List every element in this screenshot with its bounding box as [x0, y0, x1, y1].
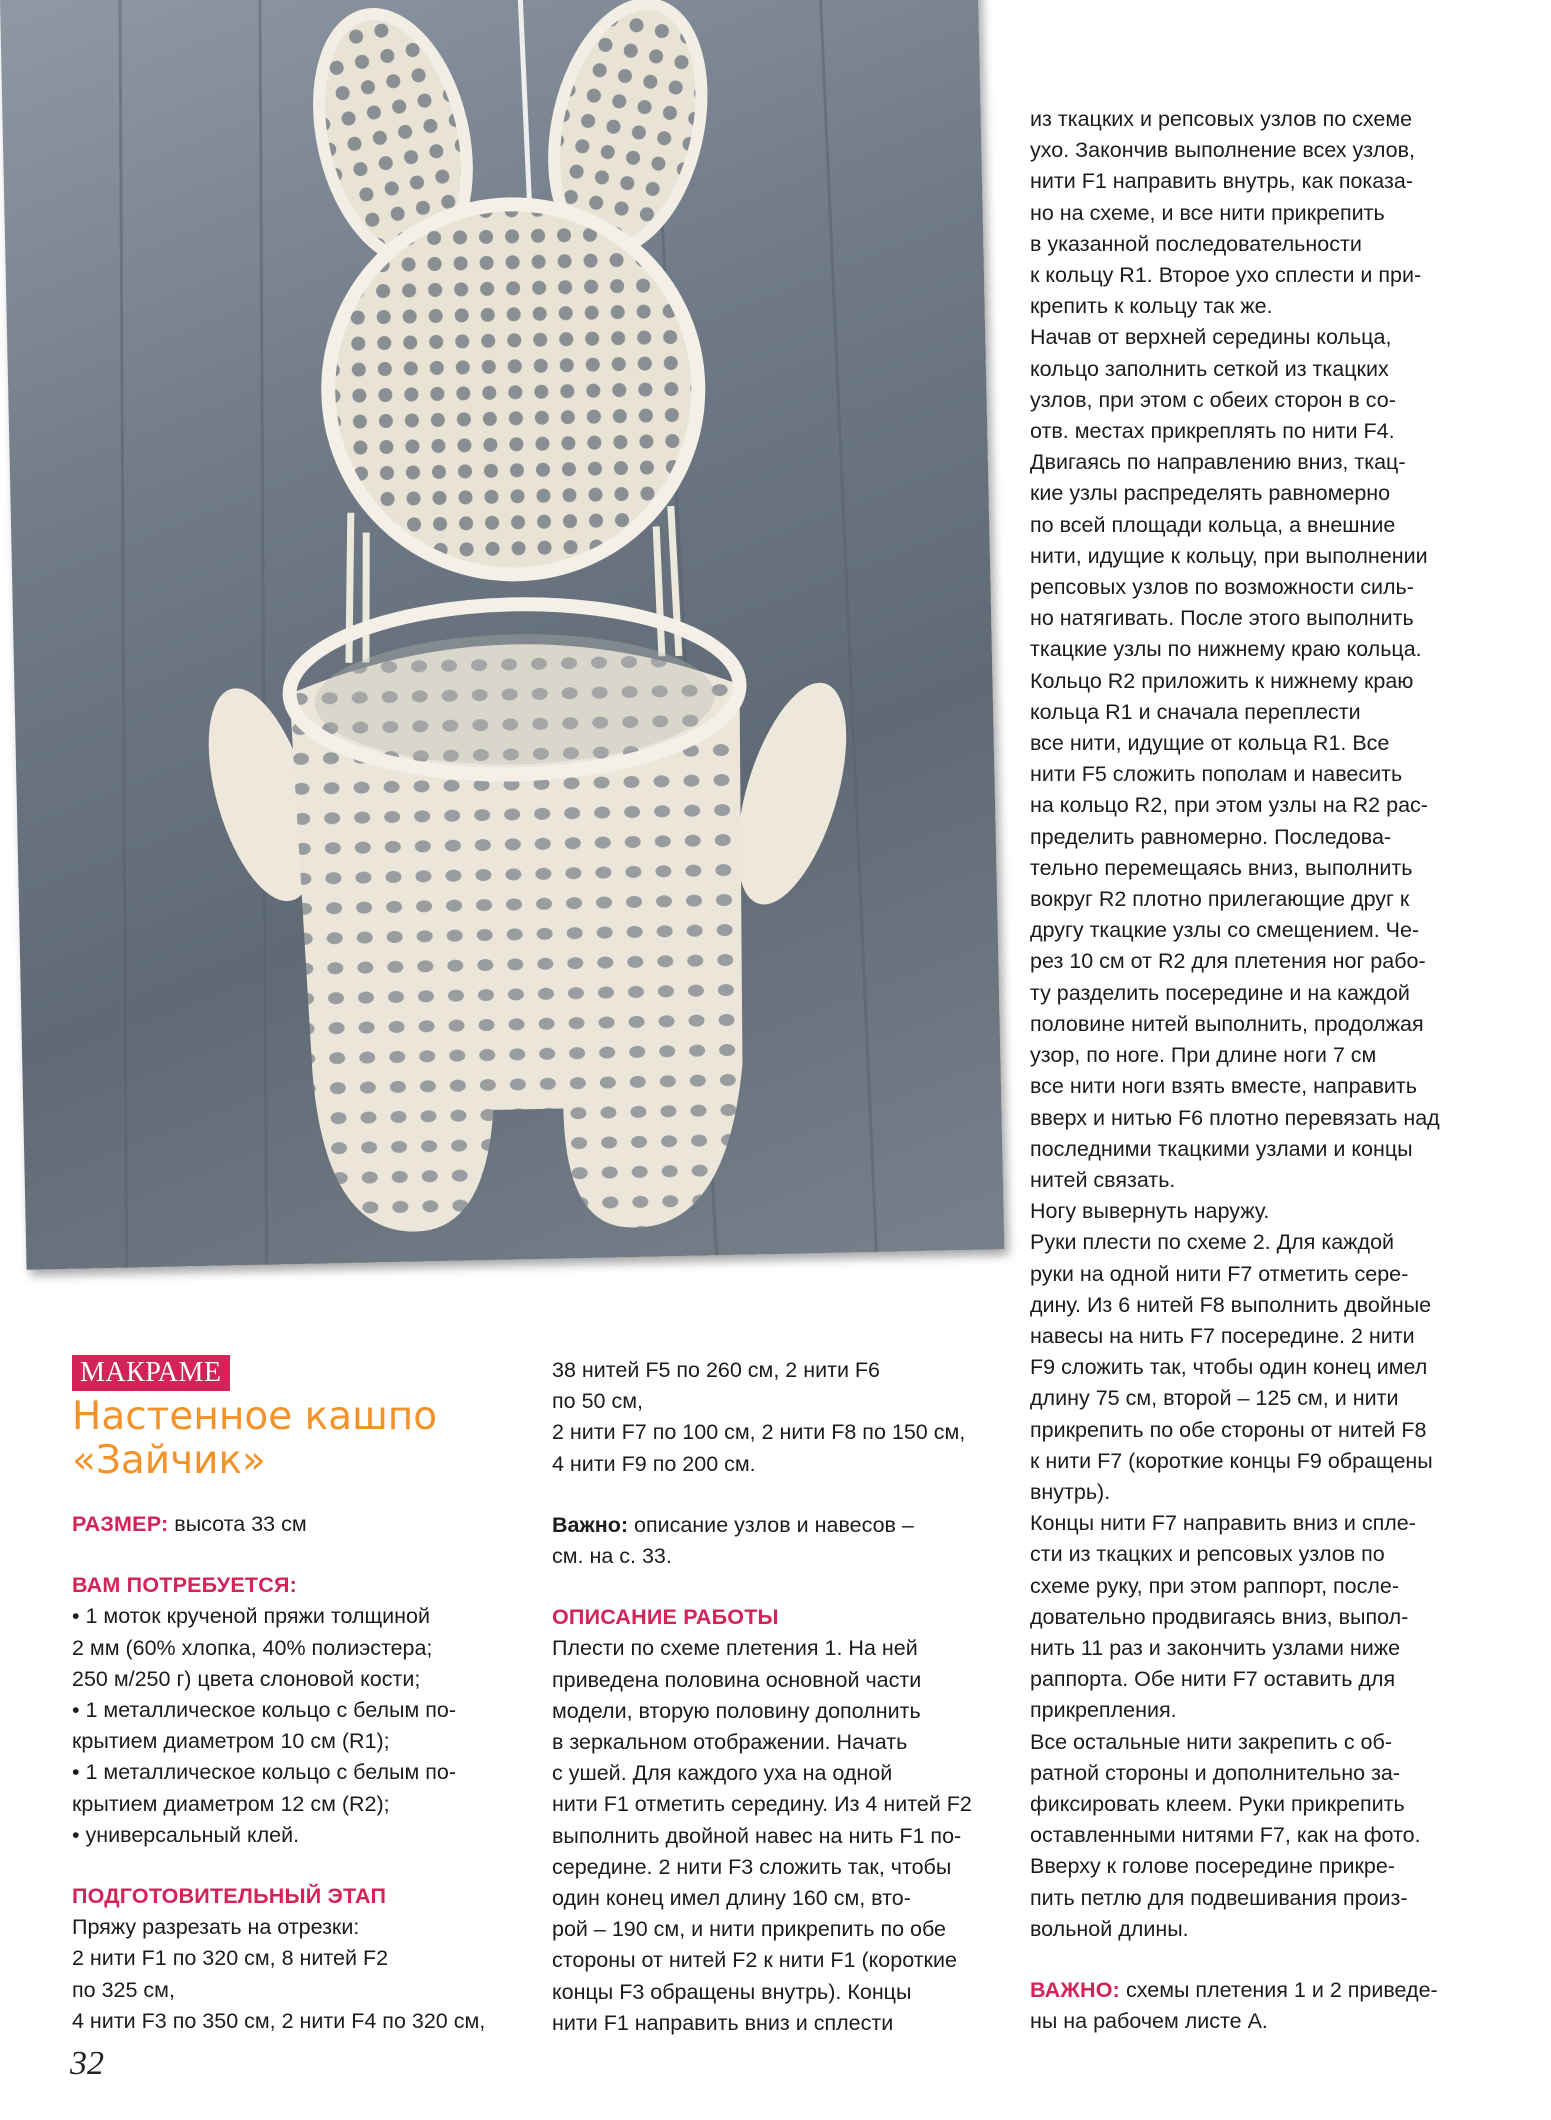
size-label: РАЗМЕР: — [72, 1512, 169, 1536]
size-line — [72, 1509, 532, 1540]
description-heading: ОПИСАНИЕ РАБОТЫ — [552, 1605, 779, 1630]
section-tag: МАКРАМЕ — [72, 1355, 230, 1391]
page-number: 32 — [70, 2045, 104, 2082]
materials-heading: ВАМ ПОТРЕБУЕТСЯ: — [72, 1573, 297, 1598]
prep-heading: ПОДГОТОВИТЕЛЬНЫЙ ЭТАП — [72, 1884, 387, 1909]
article-title: Настенное кашпо «Зайчик» — [72, 1394, 438, 1483]
important-note-knots — [552, 1510, 1012, 1572]
important-label: ВАЖНО: — [1030, 1977, 1121, 2002]
instructions-text-continued: из ткацких и репсовых узлов по схеме ухо. Закончив выполнение всех узлов, нити F1 направить внутрь, как показа- но на схеме, и все нити прикрепить в указанной последовательности к кольцу R1. Второе ухо сплести и при- крепить к кольцу так же. Начав от верхней середины кольца, кольцо заполнить сеткой из ткацких узлов, при этом с обеих сторон в со- отв. местах прикреплять по нити F4. Двигаясь по направлению вниз, ткац- кие узлы распределять равномерно по всей площади кольца, а внешние нити, идущие к кольцу, при выполнении репсовых узлов по возможности силь- но натягивать. После этого выполнить ткацкие узлы по нижнему краю кольца. Кольцо R2 приложить к нижнему краю кольца R1 и сначала переплести все нити, идущие от кольца R1. Все нити F5 сложить пополам и навесить на кольцо R2, при этом узлы на R2 рас- пределить равномерно. Последова- тельно перемещаясь вниз, выполнить вокруг R2 плотно прилегающие друг к другу ткацкие узлы со смещением. Че- рез 10 см от R2 для плетения ног рабо- ту разделить посередине и на каждой половине нитей выполнить, продолжая узор, по ноге. При длине ноги 7 см все нити ноги взять вместе, направить вверх и нитью F6 плотно перевязать над последними ткацкими узлами и концы нитей связать. Ногу вывернуть наружу. Руки плести по схеме 2. Для каждой руки на одной нити F7 отметить сере- дину. Из 6 нитей F8 выполнить двойные навесы на нить F7 посередине. 2 нити F9 сложить так, чтобы один конец имел длину 75 см, второй – 125 см, и нити прикрепить по обе стороны от нитей F8 к нити F7 (короткие концы F9 обращены внутрь). Концы нити F7 направить вниз и спле- сти из ткацких и репсовых узлов по схеме руку, при этом раппорт, после- довательно продвигаясь вниз, выпол- нить 11 раз и закончить узлами ниже раппорта. Обе нити F7 оставить для прикрепления. Все остальные нити закрепить с об- ратной стороны и дополнительно за- фиксировать клеем. Руки прикрепить оставленными нитями F7, как на фото. Вверху к голове посередине прикре- пить петлю для подвешивания произ- вольной длины. — [1030, 107, 1440, 1941]
bunny-illustration — [0, 0, 1004, 1270]
description-text: Плести по схеме плетения 1. На ней приведена половина основной части модели, вторую половину дополнить в зеркальном отображении. Начать с ушей. Для каждого уха на одной нити F1 отметить середину. Из 4 нитей F2 выполнить двойной навес на нить F1 по- середине. 2 нити F3 сложить так, чтобы один конец имел длину 160 см, вто- рой – 190 см, и нити прикрепить по обе стороны от нитей F2 к нити F1 (короткие концы F3 обращены внутрь). Концы нити F1 направить вниз и сплести — [552, 1636, 972, 2035]
prep-text: Пряжу разрезать на отрезки: 2 нити F1 по 320 см, 8 нитей F2 по 325 см, 4 нити F3 по 350 см, 2 нити F4 по 320 см, — [72, 1915, 486, 2033]
product-photo — [0, 0, 1004, 1270]
materials-list: • 1 моток крученой пряжи толщиной 2 мм (60% хлопка, 40% полиэстера; 250 м/250 г) цвета слоновой кости; • 1 металлическое кольцо с белым по- крытием диаметром 10 см (R1); • 1 металлическое кольцо с белым по- крытием диаметром 12 см (R2); • универсальный клей. — [72, 1604, 456, 1847]
important-text-middle: описание узлов и навесов – см. на с. 33. — [552, 1512, 914, 1569]
important-label-middle: Важно: — [552, 1512, 629, 1537]
important-text: схемы плетения 1 и 2 приведе- ны на рабочем листе А. — [1030, 1977, 1438, 2034]
prep-text-continued: 38 нитей F5 по 260 см, 2 нити F6 по 50 см, 2 нити F7 по 100 см, 2 нити F8 по 150 см, 4 нити F9 по 200 см. — [552, 1358, 966, 1476]
instructions-column-right — [1030, 104, 1520, 2037]
important-note-schemes — [1030, 1975, 1520, 2037]
article-column-left — [72, 1355, 532, 2037]
article-column-middle — [552, 1355, 1012, 2039]
size-value: высота 33 см — [168, 1512, 307, 1536]
